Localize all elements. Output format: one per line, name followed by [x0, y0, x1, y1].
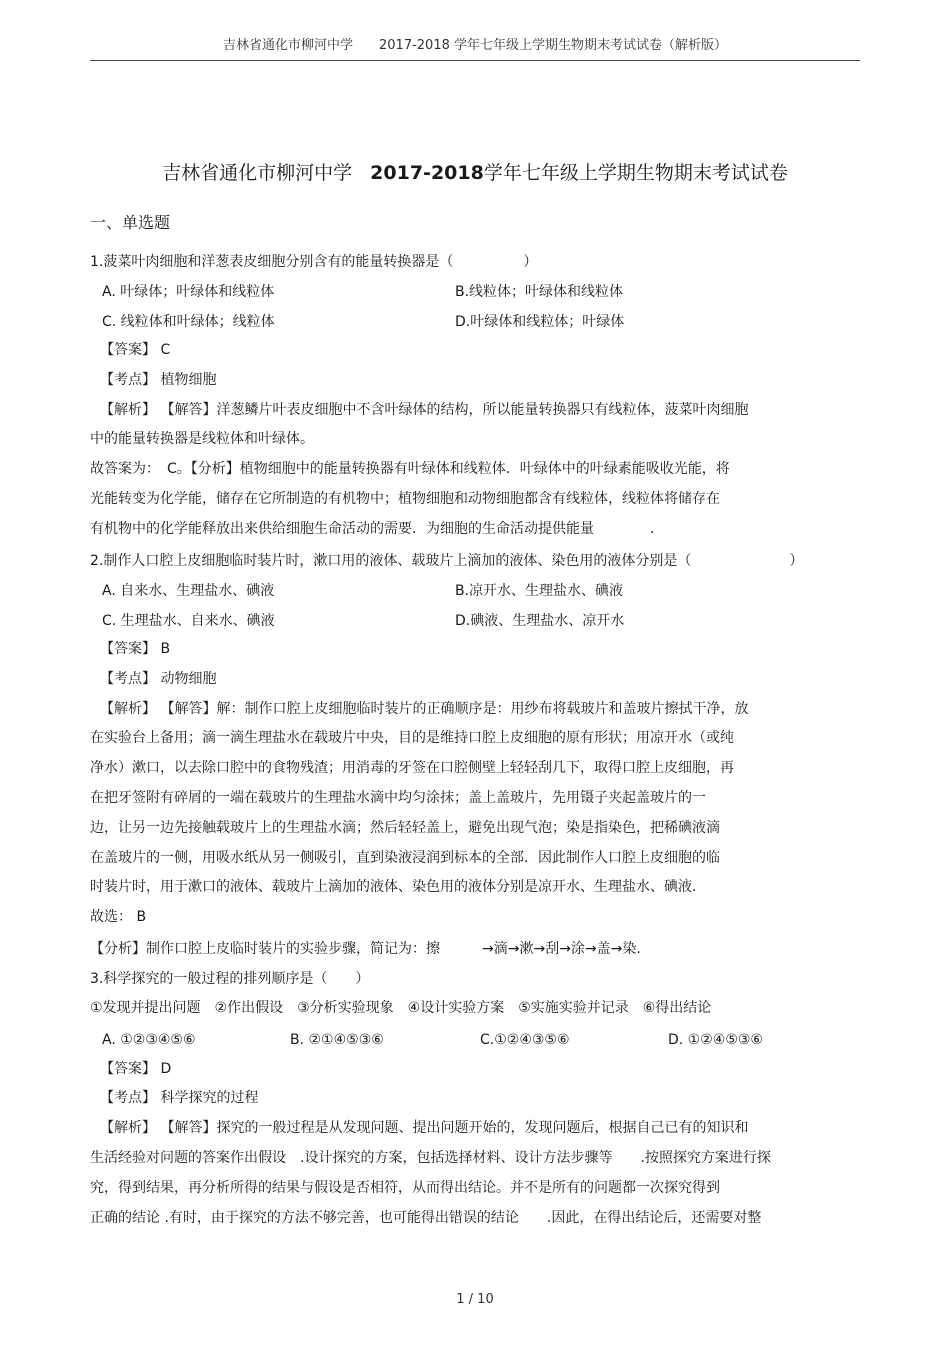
header-rule: [90, 60, 860, 61]
q1-analysis-line: 有机物中的化学能释放出来供给细胞生命活动的需要．为细胞的生命活动提供能量 ．: [90, 521, 664, 537]
section-heading: 一、单选题: [90, 213, 171, 232]
title-rest: 学年七年级上学期生物期末考试试卷: [483, 162, 788, 184]
header-exam: 2017-2018 学年七年级上学期生物期末考试试卷（解析版）: [379, 38, 727, 53]
q1-analysis-line: 中的能量转换器是线粒体和叶绿体。: [90, 431, 314, 447]
q2-point: 【考点】 动物细胞: [100, 671, 217, 687]
q2-analysis-line: 净水）漱口，以去除口腔中的食物残渣；用消毒的牙签在口腔侧壁上轻轻刮几下，取得口腔上皮细胞，再: [90, 760, 734, 776]
page-title: [90, 158, 860, 185]
q2-analysis-line: 边，让另一边先接触载玻片上的生理盐水滴；然后轻轻盖上，避免出现气泡；染是指染色，把稀碘液滴: [90, 820, 720, 836]
q2-analysis-line: 在盖玻片的一侧，用吸水纸从另一侧吸引，直到染液浸润到标本的全部．因此制作人口腔上皮细胞的临: [90, 850, 720, 866]
q3-analysis-line: 究，得到结果，再分析所得的结果与假设是否相符，从而得出结论。并不是所有的问题都一次探究得到: [90, 1180, 720, 1196]
q2-option-a: A. 自来水、生理盐水、碘液: [102, 583, 275, 599]
q1-option-d: D.叶绿体和线粒体；叶绿体: [455, 314, 625, 330]
q3-analysis-line: 【解析】 【解答】探究的一般过程是从发现问题、提出问题开始的，发现问题后，根据自己已有的知识和: [100, 1120, 749, 1136]
q1-option-b: B.线粒体；叶绿体和线粒体: [455, 284, 624, 300]
q3-option-a: A. ①②③④⑤⑥: [102, 1032, 196, 1048]
q3-option-c: C.①②④③⑤⑥: [480, 1032, 570, 1048]
q2-analysis-line: 在把牙签附有碎屑的一端在载玻片的生理盐水滴中均匀涂抹；盖上盖玻片，先用镊子夹起盖玻片的一: [90, 790, 706, 806]
q1-option-a: A. 叶绿体；叶绿体和线粒体: [102, 284, 275, 300]
q1-analysis-line: 故答案为： C。【分析】植物细胞中的能量转换器有叶绿体和线粒体．叶绿体中的叶绿素能吸收光能，将: [90, 461, 730, 477]
q3-answer: 【答案】 D: [100, 1061, 172, 1077]
running-header: [90, 34, 860, 53]
q2-analysis-line: 故选： B: [90, 909, 147, 925]
q2-option-b: B.凉开水、生理盐水、碘液: [455, 583, 624, 599]
page-number: 1 / 10: [456, 1292, 494, 1307]
q2-analysis-line: 【解析】 【解答】解：制作口腔上皮细胞临时装片的正确顺序是：用纱布将载玻片和盖玻片擦拭干净，放: [100, 701, 749, 717]
q2-analysis-line: 时装片时，用于漱口的液体、载玻片上滴加的液体、染色用的液体分别是凉开水、生理盐水、碘液．: [90, 879, 706, 895]
q2-option-c: C. 生理盐水、自来水、碘液: [102, 613, 275, 629]
q1-option-c: C. 线粒体和叶绿体；线粒体: [102, 314, 275, 330]
q2-analysis-line: 在实验台上备用；滴一滴生理盐水在载玻片中央，目的是维持口腔上皮细胞的原有形状；用凉开水（或纯: [90, 730, 734, 746]
q3-point: 【考点】 科学探究的过程: [100, 1090, 259, 1106]
q1-point: 【考点】 植物细胞: [100, 372, 217, 388]
header-school: 吉林省通化市柳河中学: [222, 38, 353, 53]
q2-answer: 【答案】 B: [100, 641, 171, 657]
q1-analysis-line: 【解析】 【解答】洋葱鳞片叶表皮细胞中不含叶绿体的结构，所以能量转换器只有线粒体，菠菜叶肉细胞: [100, 402, 749, 418]
q2-stem: 2.制作人口腔上皮细胞临时装片时，漱口用的液体、载玻片上滴加的液体、染色用的液体分别是（ ）: [90, 553, 804, 569]
q1-analysis-line: 光能转变为化学能，储存在它所制造的有机物中；植物细胞和动物细胞都含有线粒体，线粒体将储存在: [90, 491, 720, 507]
title-year: 2017-2018: [370, 162, 484, 184]
q3-option-b: B. ②①④⑤③⑥: [290, 1032, 384, 1048]
q3-analysis-line: 正确的结论 .有时，由于探究的方法不够完善，也可能得出错误的结论 .因此，在得出结论后，还需要对整: [90, 1210, 762, 1226]
q3-analysis-line: 生活经验对问题的答案作出假设 .设计探究的方案，包括选择材料、设计方法步骤等 .按照探究方案进行探: [90, 1150, 771, 1166]
q2-option-d: D.碘液、生理盐水、凉开水: [455, 613, 625, 629]
q1-answer: 【答案】 C: [100, 342, 171, 358]
q1-stem: 1.菠菜叶肉细胞和洋葱表皮细胞分别含有的能量转换器是（ ）: [90, 254, 538, 270]
q2-analysis-line: 【分析】制作口腔上皮临时装片的实验步骤，简记为：擦 →滴→漱→刮→涂→盖→染.: [90, 941, 641, 957]
q3-steps: ①发现并提出问题 ②作出假设 ③分析实验现象 ④设计实验方案 ⑤实施实验并记录 ⑥得出结论: [90, 1000, 712, 1016]
title-school: 吉林省通化市柳河中学: [162, 162, 353, 184]
q3-stem: 3.科学探究的一般过程的排列顺序是（ ）: [90, 971, 370, 987]
q3-option-d: D. ①②④⑤③⑥: [668, 1032, 763, 1048]
